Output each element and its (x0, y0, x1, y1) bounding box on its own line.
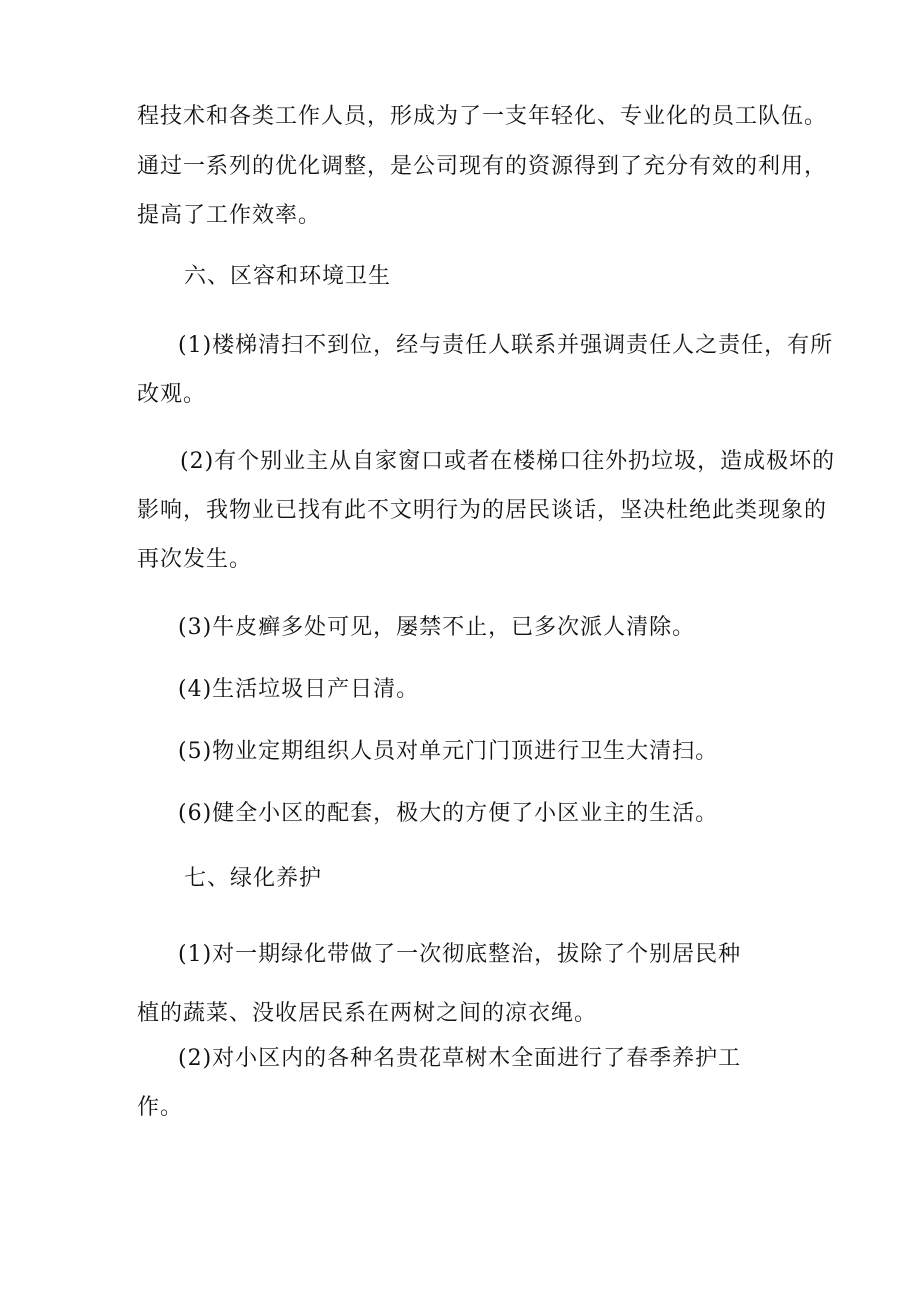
list-item: (3)牛皮癣多处可见，屡禁不止，已多次派人清除。 (178, 615, 696, 640)
section-heading-7: 七、绿化养护 (184, 866, 323, 891)
list-item: (6)健全小区的配套，极大的方便了小区业主的生活。 (178, 801, 719, 826)
section-heading-6: 六、区容和环境卫生 (184, 264, 392, 289)
list-item-line: 影响，我物业已找有此不文明行为的居民谈话，坚决杜绝此类现象的 (137, 498, 828, 523)
list-item-line: (2)对小区内的各种名贵花草树木全面进行了春季养护工 (178, 1046, 742, 1071)
paragraph-line: 通过一系列的优化调整，是公司现有的资源得到了充分有效的利用， (137, 154, 828, 179)
paragraph-line: 程技术和各类工作人员，形成为了一支年轻化、专业化的员工队伍。 (137, 104, 828, 129)
list-item: (4)生活垃圾日产日清。 (178, 677, 420, 702)
list-item-line: 作。 (137, 1095, 184, 1120)
paragraph-line: 提高了工作效率。 (137, 203, 322, 228)
list-item-line: 植的蔬菜、没收居民系在两树之间的凉衣绳。 (137, 1001, 598, 1026)
list-item-line: (1)楼梯清扫不到位，经与责任人联系并强调责任人之责任，有所 (178, 333, 834, 358)
list-item-line: (1)对一期绿化带做了一次彻底整治，拔除了个别居民种 (178, 942, 742, 967)
list-item-line: (2)有个别业主从自家窗口或者在楼梯口往外扔垃圾，造成极坏的 (180, 449, 836, 474)
list-item-line: 改观。 (137, 382, 207, 407)
list-item: (5)物业定期组织人员对单元门门顶进行卫生大清扫。 (178, 739, 719, 764)
list-item-line: 再次发生。 (137, 547, 253, 572)
